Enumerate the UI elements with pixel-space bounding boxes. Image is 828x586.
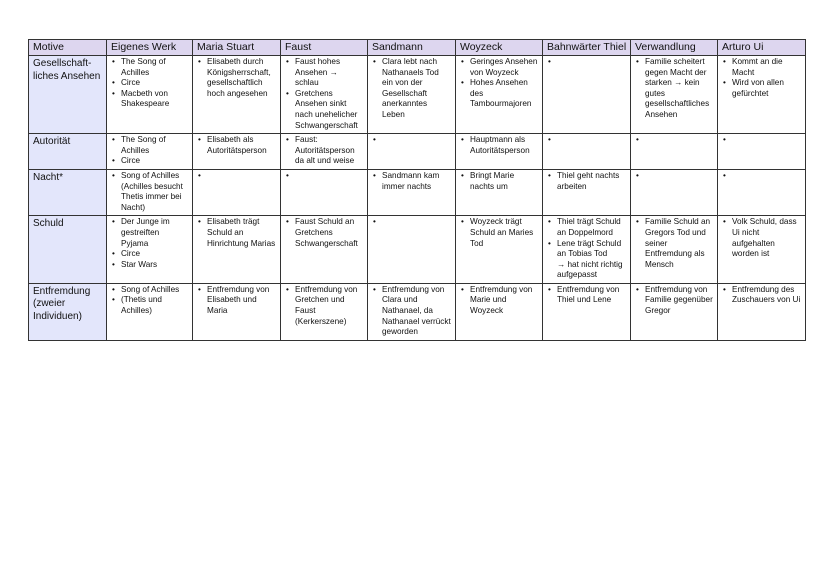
table-cell bbox=[456, 134, 543, 170]
table-cell bbox=[281, 169, 368, 215]
table-cell bbox=[368, 283, 456, 340]
bullet-item: • Circe bbox=[111, 78, 188, 89]
bullet-list bbox=[197, 285, 276, 317]
table-cell bbox=[281, 56, 368, 134]
table-cell bbox=[368, 169, 456, 215]
header-verwandlung: Verwandlung bbox=[631, 40, 718, 56]
header-motive: Motive bbox=[29, 40, 107, 56]
bullet-item: • The Song of Achilles bbox=[111, 135, 188, 156]
table-cell bbox=[718, 283, 806, 340]
table-cell bbox=[281, 134, 368, 170]
bullet-list bbox=[372, 171, 451, 192]
table-cell bbox=[368, 56, 456, 134]
bullet-item: • Woyzeck trägt Schuld an Maries Tod bbox=[460, 217, 538, 249]
bullet-item: • Entfremdung des Zuschauers von Ui bbox=[722, 285, 801, 306]
bullet-item: • Lene trägt Schuld an Tobias Tod → hat nicht richtig aufgepasst bbox=[547, 239, 626, 281]
motive-label: Autorität bbox=[29, 134, 107, 170]
bullet-list bbox=[460, 135, 538, 156]
bullet-item: • Hohes Ansehen des Tambourmajoren bbox=[460, 78, 538, 110]
motive-table bbox=[28, 39, 806, 341]
motive-label: Nacht* bbox=[29, 169, 107, 215]
bullet-list bbox=[722, 217, 801, 259]
table-cell bbox=[107, 283, 193, 340]
bullet-item: • Wird von allen gefürchtet bbox=[722, 78, 801, 99]
bullet-item: • Star Wars bbox=[111, 260, 188, 271]
bullet-item: • Faust Schuld an Gretchens Schwangerschaft bbox=[285, 217, 363, 249]
table-cell bbox=[543, 134, 631, 170]
bullet-item: • Elisabeth als Autoritätsperson bbox=[197, 135, 276, 156]
bullet-item: • Faust: Autoritätsperson da alt und weise bbox=[285, 135, 363, 167]
bullet-item: • Entfremdung von Thiel und Lene bbox=[547, 285, 626, 306]
bullet-list bbox=[635, 285, 713, 317]
bullet-list bbox=[111, 285, 188, 317]
bullet-list bbox=[285, 217, 363, 249]
bullet-list bbox=[722, 57, 801, 99]
table-cell bbox=[368, 134, 456, 170]
bullet-list bbox=[372, 57, 451, 121]
table-cell bbox=[456, 283, 543, 340]
table-cell bbox=[631, 283, 718, 340]
table-cell bbox=[193, 216, 281, 284]
bullet-item: • Entfremdung von Gretchen und Faust (Kerkerszene) bbox=[285, 285, 363, 327]
bullet-list bbox=[635, 57, 713, 121]
bullet-list bbox=[460, 171, 538, 192]
table-cell bbox=[107, 56, 193, 134]
bullet-item: • Clara lebt nach Nathanaels Tod ein von der Gesellschaft anerkanntes Leben bbox=[372, 57, 451, 121]
bullet-item: • Circe bbox=[111, 156, 188, 167]
table-cell bbox=[456, 56, 543, 134]
bullet-list bbox=[460, 217, 538, 249]
bullet-list bbox=[197, 57, 276, 99]
header-faust: Faust bbox=[281, 40, 368, 56]
bullet-list bbox=[111, 135, 188, 167]
bullet-list bbox=[547, 171, 626, 192]
bullet-item: • Elisabeth trägt Schuld an Hinrichtung Marias bbox=[197, 217, 276, 249]
bullet-item: • Entfremdung von Clara und Nathanael, da Nathanael verrückt geworden bbox=[372, 285, 451, 338]
table-cell bbox=[107, 216, 193, 284]
row-nacht bbox=[29, 169, 806, 215]
bullet-item: • Bringt Marie nachts um bbox=[460, 171, 538, 192]
bullet-list bbox=[111, 57, 188, 110]
bullet-item: • Thiel geht nachts arbeiten bbox=[547, 171, 626, 192]
table-cell bbox=[543, 169, 631, 215]
bullet-item: • Thiel trägt Schuld an Doppelmord bbox=[547, 217, 626, 238]
bullet-list bbox=[197, 217, 276, 249]
bullet-item: • Song of Achilles bbox=[111, 285, 188, 296]
bullet-item: • Familie Schuld an Gregors Tod und seiner Entfremdung als Mensch bbox=[635, 217, 713, 270]
bullet-item: • Entfremdung von Elisabeth und Maria bbox=[197, 285, 276, 317]
bullet-list bbox=[111, 171, 188, 213]
row-entfremdung bbox=[29, 283, 806, 340]
table-cell bbox=[718, 216, 806, 284]
bullet-item: • Kommt an die Macht bbox=[722, 57, 801, 78]
bullet-list bbox=[722, 285, 801, 306]
header-row bbox=[29, 40, 806, 56]
bullet-list bbox=[547, 217, 626, 281]
bullet-list bbox=[285, 57, 363, 131]
bullet-list bbox=[547, 285, 626, 306]
row-autoritaet bbox=[29, 134, 806, 170]
bullet-item: • Volk Schuld, dass Ui nicht aufgehalten worden ist bbox=[722, 217, 801, 259]
table-cell bbox=[193, 169, 281, 215]
table-cell bbox=[368, 216, 456, 284]
table-cell bbox=[107, 134, 193, 170]
bullet-list bbox=[372, 285, 451, 338]
bullet-item: • Entfremdung von Familie gegenüber Gregor bbox=[635, 285, 713, 317]
header-bahnwaerter-thiel: Bahnwärter Thiel bbox=[543, 40, 631, 56]
table-cell bbox=[456, 216, 543, 284]
bullet-item: • Gretchens Ansehen sinkt nach unehelicher Schwangerschaft bbox=[285, 89, 363, 131]
bullet-item: • Song of Achilles (Achilles besucht Thetis immer bei Nacht) bbox=[111, 171, 188, 213]
table-cell bbox=[193, 283, 281, 340]
bullet-item: • Hauptmann als Autoritätsperson bbox=[460, 135, 538, 156]
table-cell bbox=[631, 216, 718, 284]
bullet-item: • Circe bbox=[111, 249, 188, 260]
table-cell bbox=[107, 169, 193, 215]
bullet-list bbox=[111, 217, 188, 270]
table-cell bbox=[543, 216, 631, 284]
table-cell bbox=[193, 134, 281, 170]
table-cell bbox=[281, 216, 368, 284]
table-cell bbox=[543, 56, 631, 134]
bullet-item: • Macbeth von Shakespeare bbox=[111, 89, 188, 110]
bullet-item: • (Thetis und Achilles) bbox=[111, 295, 188, 316]
table-cell bbox=[281, 283, 368, 340]
bullet-item: • Faust hohes Ansehen → schlau bbox=[285, 57, 363, 89]
bullet-list bbox=[635, 217, 713, 270]
table-cell bbox=[718, 134, 806, 170]
row-schuld bbox=[29, 216, 806, 284]
table-cell bbox=[718, 169, 806, 215]
bullet-item: • Der Junge im gestreiften Pyjama bbox=[111, 217, 188, 249]
motive-label: Entfremdung (zweier Individuen) bbox=[29, 283, 107, 340]
bullet-item: • Entfremdung von Marie und Woyzeck bbox=[460, 285, 538, 317]
header-woyzeck: Woyzeck bbox=[456, 40, 543, 56]
bullet-list bbox=[197, 135, 276, 156]
table-cell bbox=[631, 56, 718, 134]
header-maria-stuart: Maria Stuart bbox=[193, 40, 281, 56]
header-arturo-ui: Arturo Ui bbox=[718, 40, 806, 56]
motive-label: Schuld bbox=[29, 216, 107, 284]
table-body bbox=[29, 56, 806, 341]
bullet-item: • Elisabeth durch Königsherrschaft, gesellschaftlich hoch angesehen bbox=[197, 57, 276, 99]
header-eigenes-werk: Eigenes Werk bbox=[107, 40, 193, 56]
table-cell bbox=[631, 169, 718, 215]
table-cell bbox=[193, 56, 281, 134]
bullet-list bbox=[285, 285, 363, 327]
bullet-item: • Sandmann kam immer nachts bbox=[372, 171, 451, 192]
row-gesellschaftliches-ansehen bbox=[29, 56, 806, 134]
header-sandmann: Sandmann bbox=[368, 40, 456, 56]
motive-label: Gesellschaft- liches Ansehen bbox=[29, 56, 107, 134]
bullet-list bbox=[460, 57, 538, 110]
bullet-item: • Familie scheitert gegen Macht der starken → kein gutes gesellschaftliches Ansehen bbox=[635, 57, 713, 121]
bullet-item: • Geringes Ansehen von Woyzeck bbox=[460, 57, 538, 78]
table-cell bbox=[631, 134, 718, 170]
bullet-item: • The Song of Achilles bbox=[111, 57, 188, 78]
table-cell bbox=[543, 283, 631, 340]
bullet-list bbox=[285, 135, 363, 167]
table-cell bbox=[456, 169, 543, 215]
bullet-list bbox=[460, 285, 538, 317]
table-cell bbox=[718, 56, 806, 134]
